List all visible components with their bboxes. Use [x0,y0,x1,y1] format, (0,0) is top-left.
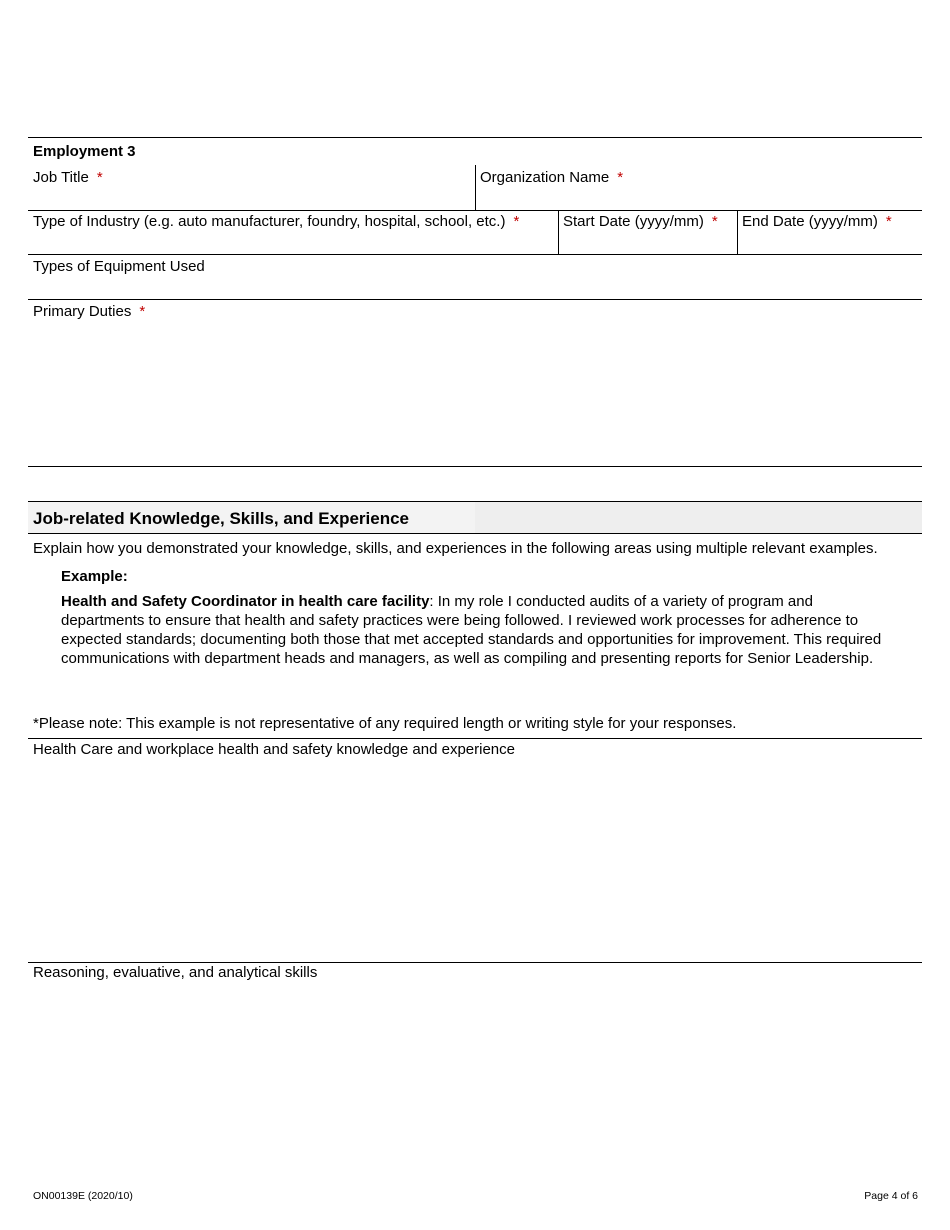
example-paragraph [61,592,891,668]
required-marker: * [139,303,146,320]
employment-heading: Employment 3 [33,143,136,160]
required-marker: * [711,213,718,230]
end-date-label [742,213,892,231]
organization-name-input[interactable] [480,188,915,208]
industry-input[interactable] [33,233,548,253]
ksa-intro: Explain how you demonstrated your knowledge, skills, and experiences in the following areas using multiple relevant examples. [33,540,878,557]
required-marker: * [96,169,103,186]
end-date-input[interactable] [742,233,917,253]
equipment-input[interactable] [33,278,917,298]
row-rule-2 [28,254,922,255]
form-code: ON00139E (2020/10) [33,1190,133,1202]
start-date-input[interactable] [563,233,731,253]
area2-top-rule [28,962,922,963]
required-marker: * [513,213,520,230]
job-org-divider [475,165,476,210]
start-end-divider [737,210,738,255]
row-rule-3 [28,299,922,300]
equipment-label: Types of Equipment Used [33,258,205,275]
industry-start-divider [558,210,559,255]
area1-input[interactable] [33,762,917,957]
organization-name-text: Organization Name [480,169,610,186]
required-marker: * [885,213,892,230]
job-title-label [33,169,103,187]
industry-label [33,213,519,231]
example-label: Example: [61,568,128,585]
employment-top-rule [28,137,922,138]
start-date-label [563,213,718,231]
primary-duties-input[interactable] [33,324,917,462]
area2-label: Reasoning, evaluative, and analytical skills [33,964,318,981]
ksa-section-header [28,501,922,534]
primary-duties-text: Primary Duties [33,303,132,320]
area1-label: Health Care and workplace health and safety knowledge and experience [33,741,515,758]
row-rule-1 [28,210,922,211]
employment-bottom-rule [28,466,922,467]
industry-text: Type of Industry (e.g. auto manufacturer, foundry, hospital, school, etc.) [33,213,506,230]
area2-input[interactable] [33,986,917,1176]
area1-top-rule [28,738,922,739]
end-date-text: End Date (yyyy/mm) [742,213,878,230]
page-number: Page 4 of 6 [864,1190,918,1202]
example-title: Health and Safety Coordinator in health care facility [61,593,430,610]
ksa-heading: Job-related Knowledge, Skills, and Experience [33,509,410,528]
example-note: *Please note: This example is not representative of any required length or writing style for your responses. [33,715,737,732]
start-date-text: Start Date (yyyy/mm) [563,213,704,230]
example-text: : In my role I conducted audits of a variety of program and departments to ensure that health and safety practices were being followed. I reviewed work processes for adherence to expected standards; documenting both those that met accepted standards and opportunities for improvement. This required communications with department heads and managers, as well as compiling and presenting reports for Senior Leadership. [61,593,882,667]
job-title-text: Job Title [33,169,89,186]
job-title-input[interactable] [33,188,468,208]
primary-duties-label [33,303,145,321]
organization-name-label [480,169,623,187]
required-marker: * [617,169,624,186]
